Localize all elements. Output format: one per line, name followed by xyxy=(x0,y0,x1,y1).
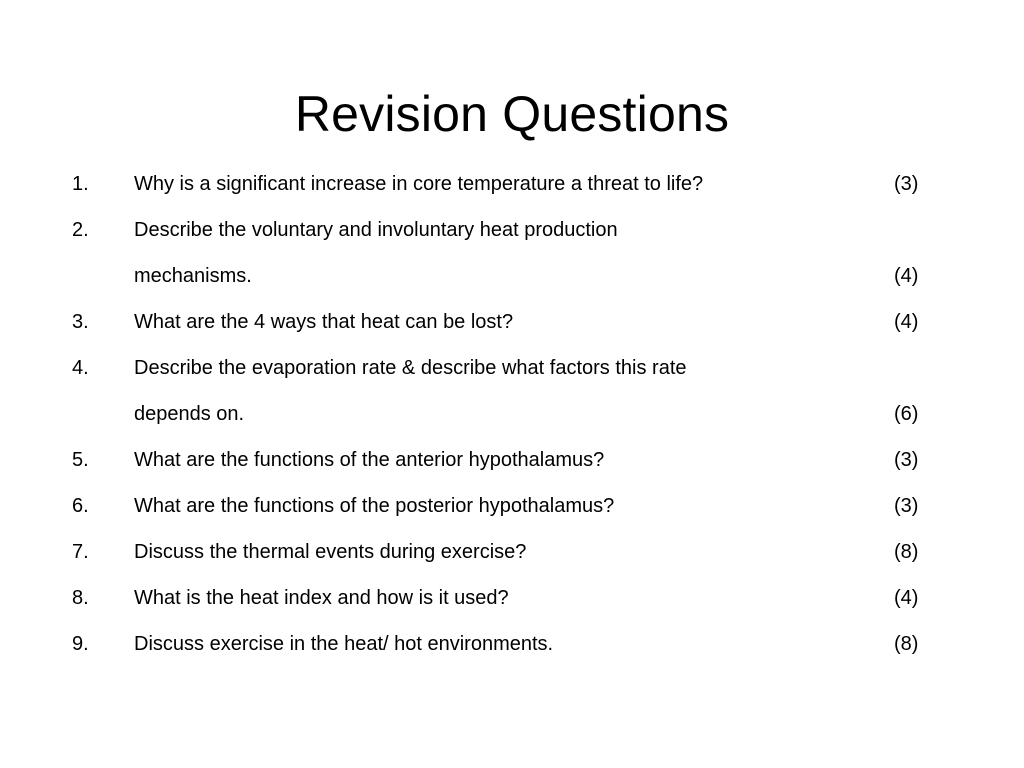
question-marks: (4) xyxy=(894,265,919,287)
question-marks: (4) xyxy=(894,311,919,333)
question-number: 1. xyxy=(72,173,89,195)
question-text: What is the heat index and how is it used? xyxy=(134,587,509,609)
question-number: 4. xyxy=(72,357,89,379)
question-line-5 xyxy=(72,437,952,483)
question-marks: (3) xyxy=(894,495,919,517)
question-line-7 xyxy=(72,529,952,575)
question-line-2 xyxy=(72,207,952,253)
question-text: What are the functions of the anterior hypothalamus? xyxy=(134,449,605,471)
question-line-4 xyxy=(72,345,952,391)
question-text: What are the 4 ways that heat can be lost? xyxy=(134,311,514,333)
question-marks: (8) xyxy=(894,633,919,655)
question-text: mechanisms. xyxy=(134,265,252,287)
question-line-2-continued xyxy=(72,253,952,299)
question-line-9 xyxy=(72,621,952,667)
question-text: depends on. xyxy=(134,403,245,425)
question-line-3 xyxy=(72,299,952,345)
question-list xyxy=(72,161,952,667)
question-text: Describe the voluntary and involuntary heat production xyxy=(134,219,618,241)
question-marks: (4) xyxy=(894,587,919,609)
question-number: 7. xyxy=(72,541,89,563)
question-line-8 xyxy=(72,575,952,621)
question-number: 9. xyxy=(72,633,89,655)
slide-title: Revision Questions xyxy=(294,85,730,142)
question-text: Discuss the thermal events during exercise? xyxy=(134,541,527,563)
question-line-4-continued xyxy=(72,391,952,437)
question-number: 2. xyxy=(72,219,89,241)
question-number: 3. xyxy=(72,311,89,333)
question-line-1 xyxy=(72,161,952,207)
question-marks: (6) xyxy=(894,403,919,425)
question-text: Describe the evaporation rate & describe what factors this rate xyxy=(134,357,687,379)
question-line-6 xyxy=(72,483,952,529)
question-marks: (3) xyxy=(894,173,919,195)
question-text: Why is a significant increase in core temperature a threat to life? xyxy=(134,173,704,195)
question-number: 8. xyxy=(72,587,89,609)
question-text: Discuss exercise in the heat/ hot environments. xyxy=(134,633,554,655)
question-number: 5. xyxy=(72,449,89,471)
question-number: 6. xyxy=(72,495,89,517)
question-text: What are the functions of the posterior hypothalamus? xyxy=(134,495,615,517)
question-marks: (8) xyxy=(894,541,919,563)
question-marks: (3) xyxy=(894,449,919,471)
